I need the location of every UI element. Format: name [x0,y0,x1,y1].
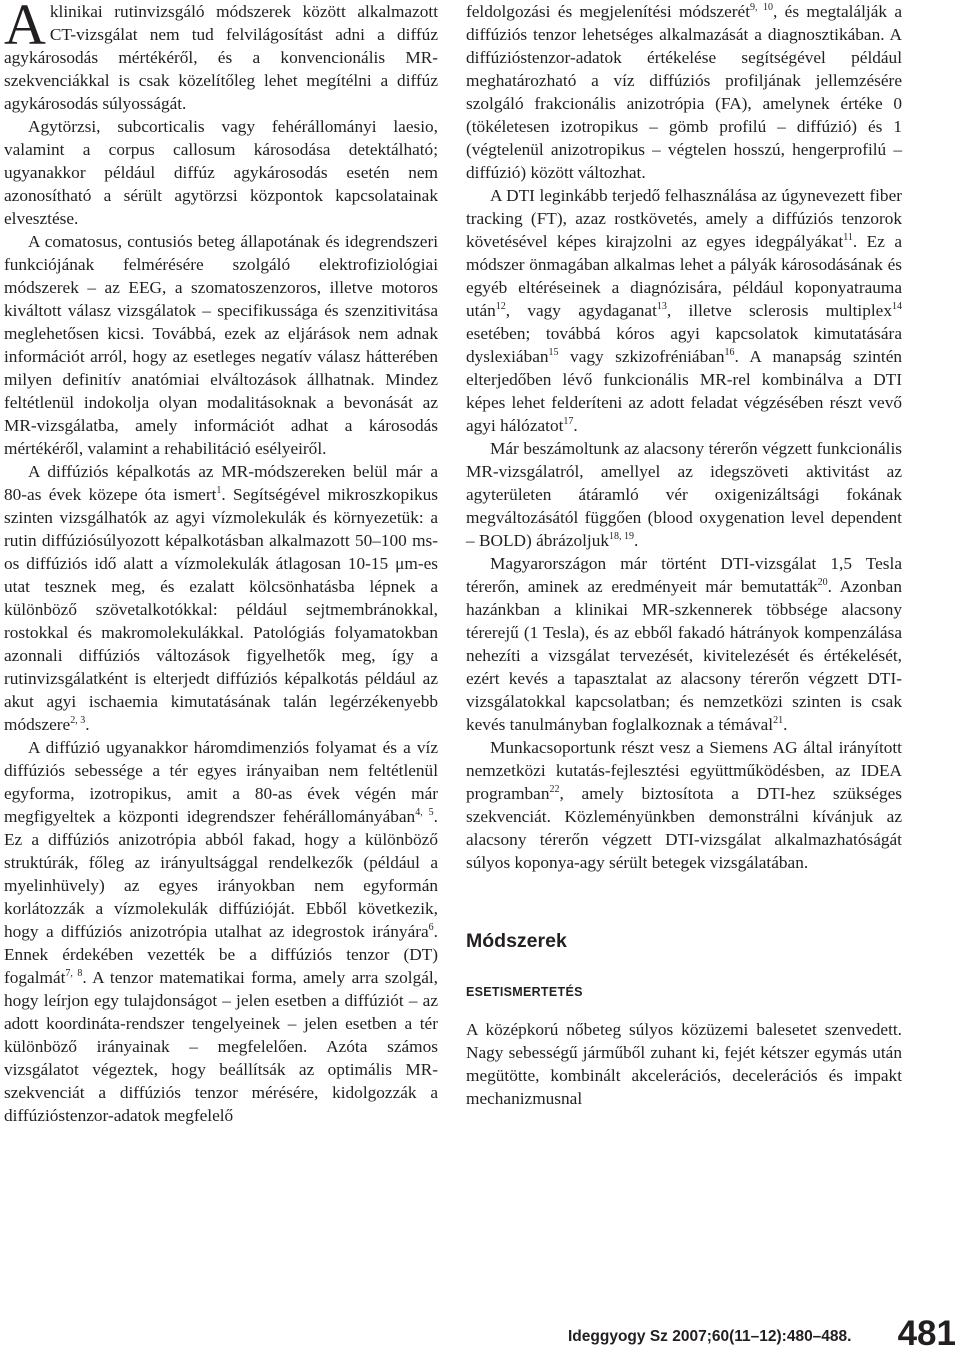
paragraph: A DTI leginkább terjedő felhasználása az úgynevezett fiber tracking (FT), azaz rostkövetés, amely a diffúziós tenzorok követésével képes kirajzolni az egyes idegpályákat$^{11}$. Ez a módszer önmagában alkalmas lehet a pályák károsodásának és egyéb eltéréseinek a diagnózisára, például koponyatrauma után$^{12}$, vagy agydaganat$^{13}$, illetve sclerosis multiplex$^{14}$ esetében; továbbá kóros agyi kapcsolatok kimutatására dyslexiában$^{15}$ vagy szkizofréniában$^{16}$. A manapság szintén elterjedőben lévő funkcionális MR-rel kombinálva a DTI képes lehet felderíteni az adott feladat végzésében részt vevő agyi hálózatot$^{17}$. [466,186,903,435]
paragraph: Munkacsoportunk részt vesz a Siemens AG által irányított nemzetközi kutatás-fejlesztési együttműködésben, az IDEA programban$^{22}$, amely biztosítota a DTI-hez szükséges szekvenciát. Közleményünkben demonstrálni kívánjuk az alacsony térerőn végzett DTI-vizsgálat alkalmazhatóságát súlyos koponya-agy sérült betegek vizsgálatában. [466,738,902,872]
citation: 20 [817,577,828,588]
citation: 17 [563,416,574,427]
citation: 9, 10 [750,2,774,13]
paragraph: Magyarországon már történt DTI-vizsgálat 1,5 Tesla térerőn, aminek az eredményeit már bemutatták$^{20}$. Azonban hazánkban a klinikai MR-szkennerek többsége alacsony térerejű (1 Tesla), és az ebből fakadó hátrányok kompenzálása nehezíti a vizsgálat tervezését, kivitelezését és értékelését, ezért kevés a tapasztalat az alacsony térerőn végzett DTI-vizsgálatokkal kapcsolatban; és nemzetközi szinten is csak kevés tanulmányban foglalkoznak a témával$^{21}$. [466,554,902,734]
right-column [466,0,902,1110]
citation: 6 [428,922,434,933]
left-column [4,0,438,1127]
paragraph: A diffúziós képalkotás az MR-módszereken belül már a 80-as évek közepe óta ismert$^1$. Segítségével mikroszkopikus szinten vizsgálhatók az agyi vízmolekulák és környezetük: a rutin diffúziósúlyozott képalkotásban alkalmazott 50–100 ms-os diffúziós idő alatt a vízmolekulák átlagosan 10-15 μm-es utat tesznek meg, és ezalatt kölcsönhatásba lépnek a különböző szövetalkotókkal: például sejtmembránokkal, rostokkal és makromolekulákkal. Patológiás folyamatokban azonnali diffúziós változások figyelhetők meg, így a rutinvizsgálatként is elterjedt diffúziós képalkotás például az akut agyi ischaemia kimutatásának talán legérzékenyebb módszere$^{2, 3}$. [4,462,438,734]
citation: 16 [724,347,735,358]
subsection-heading: ESETISMERTETÉS [466,985,583,999]
citation: 7, 8 [65,968,83,979]
intro-paragraph: A klinikai rutinvizsgáló módszerek között alkalmazott CT-vizsgálat nem tud felvilágosítást adni a diffúz agykárosodás mértékéről, és a konvencionális MR-szekvenciákkal is csak közelítőleg lehet megítélni a diffúz agykárosodás súlyosságát. [4,0,438,113]
citation: 2, 3 [70,715,86,726]
citation: 1 [216,485,222,496]
paragraph: A comatosus, contusiós beteg állapotának és idegrendszeri funkciójának felmérésére szolgáló elektrofiziológiai módszerek – az EEG, a szomatoszenzoros, illetve motoros kiváltott válasz vizsgálatok – specifikussága és szenzitivitása meglehetősen kicsi. Továbbá, ezek az eljárások nem adnak információt arról, hogy az esetleges negatív válasz hátterében milyen definitív anatómiai elváltozások állhatnak. Mindez feltétlenül indokolja olyan modalitásoknak a bevonását az MR-vizsgálatba, amely információt adhat a károsodás mértékéről, valamint a rehabilitáció esélyeiről. [4,232,438,458]
paragraph: A diffúzió ugyanakkor háromdimenziós folyamat és a víz diffúziós sebessége a tér egyes irányaiban nem feltétlenül egyforma, izotropikus, amit a 80-as évek végén már megfigyeltek a központi idegrendszer fehérállományában$^{4, 5}$. Ez a diffúziós anizotrópia abból fakad, hogy a különböző struktúrák, főleg az irányultsággal rendelkezők (például a myelinhüvely) az egyes irányokban nem egyformán korlátozzák a vízmolekulák diffúzióját. Ebből következik, hogy a diffúziós anizotrópia utalhat az idegrostok irányára$^6$. Ennek érdekében vezették be a diffúziós tenzor (DT) fogalmát$^{7, 8}$. A tenzor matematikai forma, amely arra szolgál, hogy leírjon egy tulajdonságot – jelen esetben a diffúziót – az adott koordináta-rendszer tengelyeinek – jelen esetben a tér különböző irányainak – megfelelően. Azóta számos vizsgálatot végeztek, hogy beállítsák az optimális MR-szekvenciát a diffúziós tenzor mérésére, kidolgozzák a diffúzióstenzor-adatok megfelelő [4,738,439,1125]
citation: 18, 19 [609,531,635,542]
page-number: 481 [897,1314,956,1353]
citation: 22 [549,784,560,795]
paragraph: feldolgozási és megjelenítési módszerét$^{9, 10}$, és megtalálják a diffúziós tenzor lehetséges alkalmazását a diagnosztikában. A diffúzióstenzor-adatok értékelése segítségével például meghatározható a víz diffúziós profiljának jellemzésére szolgáló frakcionális anizotrópia (FA), amelynek értéke 0 (tökéletesen izotropikus – gömb profilú – diffúzió) és 1 (végtelenül anizotropikus – végtelen hosszú, hengerprofilú – diffúzió) között változhat. [466,2,902,182]
paragraph: Már beszámoltunk az alacsony térerőn végzett funkcionális MR-vizsgálatról, amellyel az idegszöveti aktivitást az agyterületen átáramló vér oxigenizáltsági fokának megváltozásától függően (blood oxygenation level dependent – BOLD) ábrázoljuk$^{18, 19}$. [466,439,902,550]
drop-cap: A [4,0,46,57]
citation: 4, 5 [415,807,434,818]
citation: 11 [843,232,853,243]
paragraph: A középkorú nőbeteg súlyos közüzemi balesetet szenvedett. Nagy sebességű járműből zuhant ki, fejét kétszer egymás után megütötte, kombinált akcelerációs, decelerációs és impakt mechanizmusnal [466,1020,902,1108]
citation: 13 [656,301,667,312]
citation: 15 [548,347,559,358]
journal-citation: Ideggyogy Sz 2007;60(11–12):480–488. [568,1328,852,1345]
citation: 21 [773,715,784,726]
section-heading: Módszerek [466,930,567,952]
page-footer [568,1314,958,1354]
citation: 14 [891,301,902,312]
paragraph: Agytörzsi, subcorticalis vagy fehérállományi laesio, valamint a corpus callosum károsodása detektálható; ugyanakkor például diffúz agykárosodás esetén nem azonosítható a sérült agytörzsi központok kapcsolatainak elvesztése. [4,117,438,228]
citation: 12 [495,301,506,312]
